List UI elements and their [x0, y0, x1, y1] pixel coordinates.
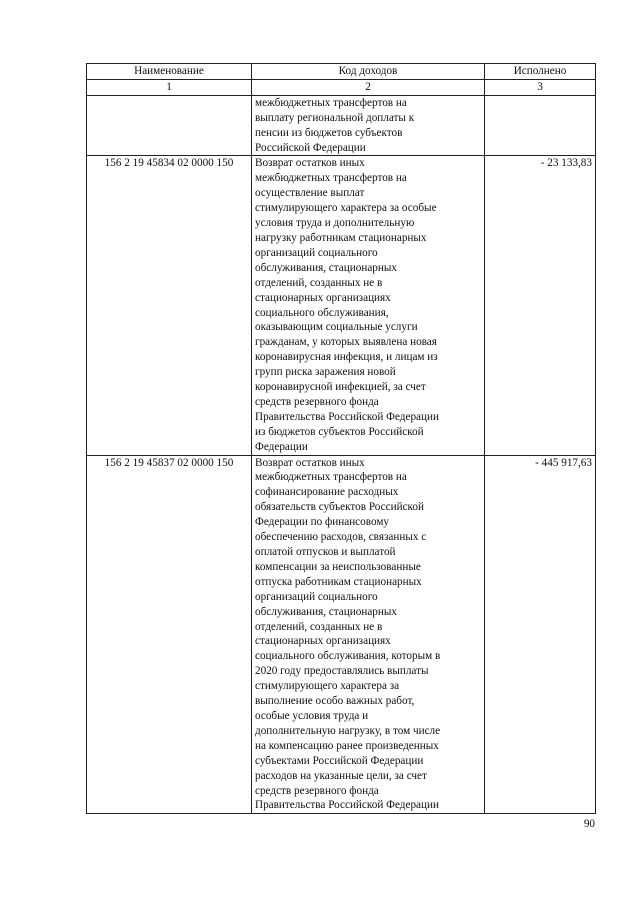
- description-line: гражданам, у которых выявлена новая: [255, 336, 437, 349]
- description-line: Возврат остатков иных: [255, 157, 365, 170]
- header-row: [87, 64, 596, 80]
- description-line: субъектами Российской Федерации: [255, 754, 424, 767]
- description-line: обслуживания, стационарных: [255, 261, 397, 274]
- column-number-row: [87, 79, 596, 95]
- description-line: особые условия труда и: [255, 709, 369, 722]
- page-number: 90: [583, 818, 595, 830]
- description-line: оплатой отпусков и выплатой: [255, 546, 396, 558]
- description-line: Российской Федерации: [255, 141, 366, 154]
- description-line: компенсации за неиспользованные: [255, 560, 421, 573]
- revenue-code-cell: 156 2 19 45834 02 0000 150: [87, 156, 252, 455]
- description-line: пенсии из бюджетов субъектов: [255, 126, 403, 139]
- description-line: Правительства Российской Федерации: [255, 799, 439, 812]
- description-line: обеспечению расходов, связанных с: [255, 531, 427, 544]
- description-line: Федерации по финансовому: [255, 516, 390, 529]
- description-line: стационарных организациях: [255, 291, 391, 304]
- description-line: оказывающим социальные услуги: [255, 321, 418, 334]
- description-line: обязательств субъектов Российской: [255, 501, 424, 514]
- description-line: средств резервного фонда: [255, 784, 379, 797]
- description-line: нагрузку работникам стационарных: [255, 231, 427, 244]
- header-executed: Исполнено: [485, 64, 596, 80]
- description-cell: [252, 156, 485, 455]
- column-number-3: 3: [485, 79, 596, 95]
- column-number-1: 1: [87, 79, 252, 95]
- description-cell: [252, 455, 485, 814]
- description-line: социального обслуживания,: [255, 306, 389, 319]
- description-line: дополнительную нагрузку, в том числе: [255, 724, 441, 737]
- description-line: социального обслуживания, которым в: [255, 650, 441, 663]
- table-row: [87, 95, 596, 156]
- description-line: осуществление выплат: [255, 187, 365, 200]
- description-line: Правительства Российской Федерации: [255, 410, 439, 423]
- description-line: Федерации: [255, 440, 308, 453]
- header-revenue-code: Код доходов: [252, 64, 485, 80]
- executed-amount-cell: - 445 917,63: [485, 455, 596, 814]
- description-line: расходов на указанные цели, за счет: [255, 769, 427, 782]
- description-line: коронавирусная инфекция, и лицам из: [255, 351, 438, 364]
- description-cell: [252, 95, 485, 156]
- executed-amount-cell: [485, 95, 596, 156]
- description-line: условия труда и дополнительную: [255, 217, 415, 230]
- revenue-code-cell: 156 2 19 45837 02 0000 150: [87, 455, 252, 814]
- description-line: Возврат остатков иных: [255, 456, 365, 469]
- description-line: 2020 году предоставлялись выплаты: [255, 665, 429, 678]
- description-line: межбюджетных трансфертов на: [255, 471, 407, 484]
- description-line: софинансирование расходных: [255, 486, 399, 499]
- revenue-code-cell: [87, 95, 252, 156]
- description-line: коронавирусной инфекцией, за счет: [255, 381, 426, 394]
- table-body: [87, 95, 596, 814]
- header-name: Наименование: [87, 64, 252, 80]
- description-line: групп риска заражения новой: [255, 366, 396, 379]
- description-line: выплату региональной доплаты к: [255, 111, 415, 124]
- description-line: стимулирующего характера за: [255, 680, 400, 693]
- table-row: [87, 156, 596, 455]
- executed-amount-cell: - 23 133,83: [485, 156, 596, 455]
- description-line: межбюджетных трансфертов на: [255, 172, 407, 185]
- description-line: из бюджетов субъектов Российской: [255, 425, 424, 438]
- description-line: отделений, созданных не в: [255, 276, 383, 289]
- description-line: стимулирующего характера за особые: [255, 202, 437, 215]
- description-line: отделений, созданных не в: [255, 620, 383, 633]
- description-line: обслуживания, стационарных: [255, 605, 397, 618]
- revenue-table: [86, 63, 596, 814]
- description-line: межбюджетных трансфертов на: [255, 96, 407, 109]
- description-line: организаций социального: [255, 590, 378, 603]
- description-line: стационарных организациях: [255, 635, 391, 648]
- column-number-2: 2: [252, 79, 485, 95]
- description-line: отпуска работникам стационарных: [255, 575, 422, 588]
- description-line: организаций социального: [255, 246, 378, 259]
- table-row: [87, 455, 596, 814]
- description-line: на компенсацию ранее произведенных: [255, 739, 439, 752]
- description-line: выполнение особо важных работ,: [255, 695, 415, 708]
- description-line: средств резервного фонда: [255, 395, 379, 408]
